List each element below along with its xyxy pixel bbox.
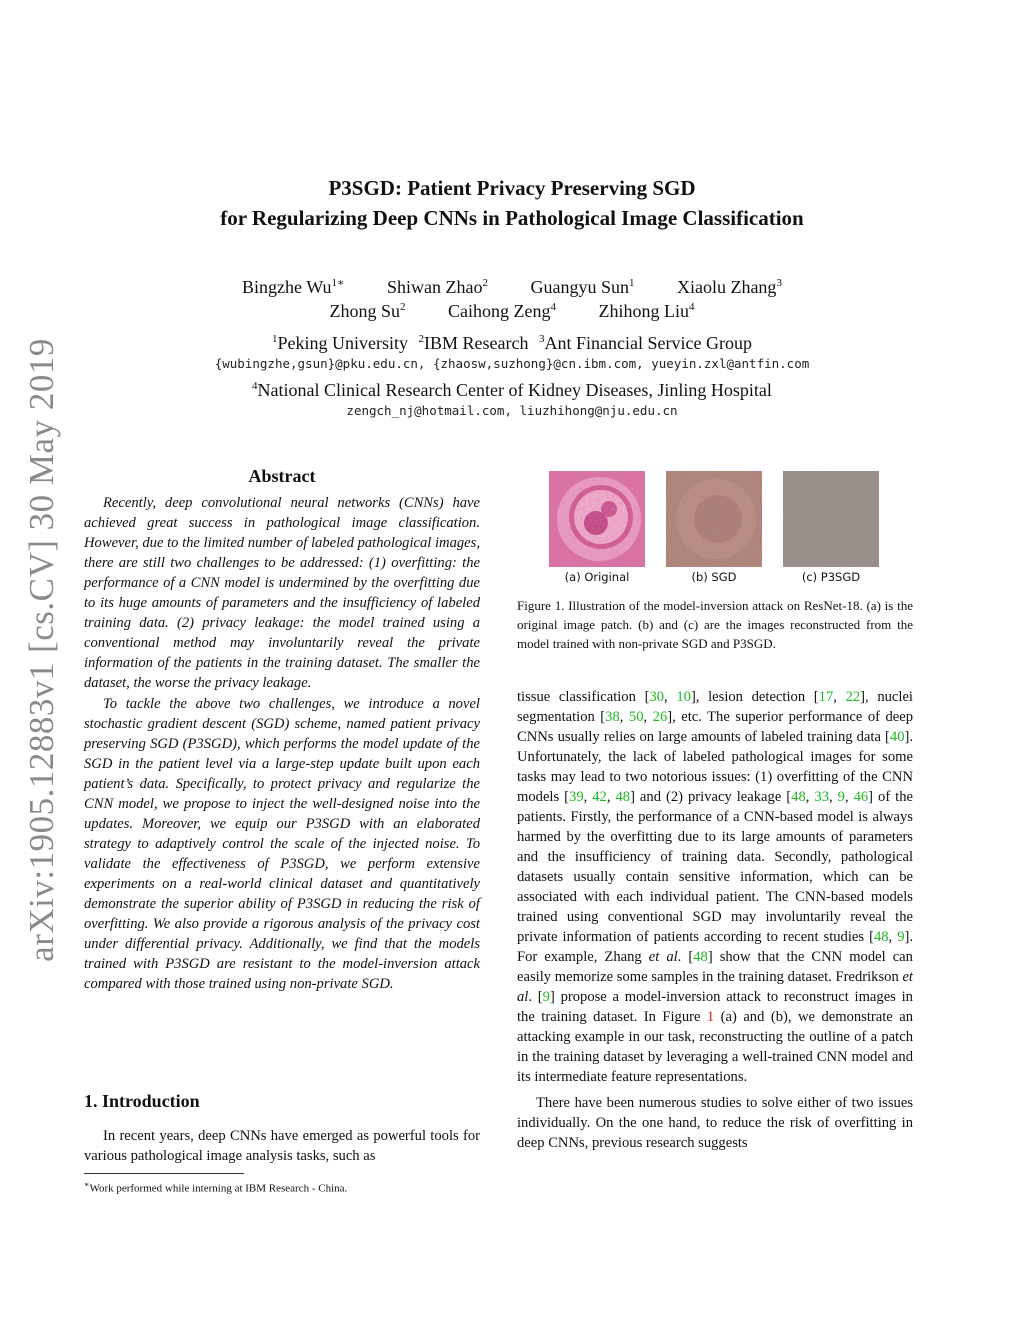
citation-link[interactable]: 38 xyxy=(605,709,620,725)
emphasis-text: et al xyxy=(648,949,678,965)
email-line-2: zengch_nj@hotmail.com, liuzhihong@nju.edu.cn xyxy=(346,403,678,418)
arxiv-identifier-text: arXiv:1905.12883v1 [cs.CV] 30 May 2019 xyxy=(22,338,61,962)
figure-label-b: (b) SGD xyxy=(691,570,737,584)
citation-link[interactable]: 48 xyxy=(873,929,889,945)
citation-link[interactable]: 9 xyxy=(897,929,905,945)
citation-link[interactable]: 48 xyxy=(615,789,631,805)
emphasis-text: et al xyxy=(517,969,913,1005)
figure-image-sgd xyxy=(666,471,762,567)
email-line-1: {wubingzhe,gsun}@pku.edu.cn, {zhaosw,suzhong}@cn.ibm.com, yueyin.zxl@antfin.com xyxy=(214,356,810,371)
citation-link[interactable]: 10 xyxy=(676,689,691,705)
figure-image-original xyxy=(549,471,645,567)
figure-label-a: (a) Original xyxy=(564,570,630,584)
citation-link[interactable]: 39 xyxy=(569,789,584,805)
affiliation: $^2$IBM Research xyxy=(418,333,529,353)
citation-link[interactable]: 9 xyxy=(837,789,845,805)
abstract-paragraph: Recently, deep convolutional neural networks (CNNs) have achieved great success in pathological image classification. However, due to the limited number of labeled pathological images, there are still two challenges to be addressed: (1) overfitting: the performance of a CNN model is undermined by the overfitting due to its huge amounts of parameters and the insufficiency of labeled training data. (2) privacy leakage: the model trained using a conventional method may involuntarily reveal the private information of the patients in the training dataset. The smaller the dataset, the worse the privacy leakage. xyxy=(84,495,480,691)
citation-link[interactable]: 9 xyxy=(542,989,550,1005)
affiliation: $^3$Ant Financial Service Group xyxy=(539,333,752,353)
citation-link[interactable]: 22 xyxy=(845,689,861,705)
abstract-body xyxy=(84,493,480,994)
body-paragraph: tissue classification [30, 10], lesion detection [17, 22], nuclei segmentation [38, 50, 26], etc. The superior performance of deep CNNs usually relies on large amounts of labeled training data [40]. Unfortunately, the lack of labeled pathological images for some tasks may lead to two notorious issues: (1) overfitting of the CNN models [39, 42, 48] and (2) privacy leakage [48, 33, 9, 46] of the patients. Firstly, the performance of a CNN-based model is always harmed by the overfitting due to its large amounts of parameters and the insufficiency of training data. Secondly, pathological datasets usually contain sensitive information, which can be associated with each individual patient. The CNN-based models trained using conventional SGD may involuntarily reveal the private information of patients according to recent studies [48, 9]. For example, Zhang et al. [48] show that the CNN model can easily memorize some samples in the training dataset. Fredrikson et al. [9] propose a model-inversion attack to reconstruct images in the training dataset. In Figure 1 (a) and (b), we demonstrate an attacking example in our task, reconstructing the outline of a patch in the training dataset by leveraging a well-trained CNN model and its intermediate feature representations. xyxy=(517,689,914,1085)
paper-title-line-1: P3SGD: Patient Privacy Preserving SGD xyxy=(328,176,696,200)
footnote-rule xyxy=(84,1173,244,1174)
affiliation: $^1$Peking University xyxy=(272,333,409,353)
intro-paragraph: In recent years, deep CNNs have emerged as powerful tools for various pathological image analysis tasks, such as xyxy=(84,1128,480,1164)
author: Shiwan Zhao$^2$ xyxy=(386,277,488,297)
figure-caption: Figure 1. Illustration of the model-inversion attack on ResNet-18. (a) is the original image patch. (b) and (c) are the images reconstructed from the model trained with non-private SGD and P3SGD. xyxy=(517,598,913,651)
paper-title-line-2: for Regularizing Deep CNNs in Pathological Image Classification xyxy=(220,206,804,230)
abstract-paragraph: To tackle the above two challenges, we introduce a novel stochastic gradient descent (SGD) scheme, named patient privacy preserving SGD (P3SGD), which performs the model update of the SGD in the patient level via a large-step update built upon each patient’s data. Specifically, to protect privacy and regularize the CNN model, we propose to inject the well-designed noise into the updates. Moreover, we equip our P3SGD with an elaborated strategy to adaptively control the scale of the injected noise. To validate the effectiveness of P3SGD, we perform extensive experiments on a real-world clinical dataset and quantitatively demonstrate the superior ability of P3SGD in reducing the risk of overfitting. We also provide a rigorous analysis of the privacy cost under differential privacy. Additionally, we find that the models trained with P3SGD are resistant to the model-inversion attack compared with those trained using non-private SGD. xyxy=(84,696,480,992)
author: Zhong Su$^2$ xyxy=(329,301,406,321)
figure-image-p3sgd xyxy=(783,471,879,567)
figure-reference-link[interactable]: 1 xyxy=(706,1009,715,1025)
author: Xiaolu Zhang$^3$ xyxy=(676,277,782,297)
affiliations-line xyxy=(0,327,1024,355)
citation-link[interactable]: 48 xyxy=(693,949,708,965)
author: Zhihong Liu$^4$ xyxy=(598,301,695,321)
figure-label-c: (c) P3SGD xyxy=(801,570,861,584)
author: Caihong Zeng$^4$ xyxy=(448,301,556,321)
introduction-body xyxy=(84,1126,480,1166)
citation-link[interactable]: 46 xyxy=(853,789,869,805)
abstract-heading: Abstract xyxy=(248,466,316,486)
footnote: ∗Work performed while interning at IBM Research - China. xyxy=(84,1180,348,1195)
citation-link[interactable]: 42 xyxy=(592,789,607,805)
citation-link[interactable]: 48 xyxy=(791,789,806,805)
section-heading-introduction: 1. Introduction xyxy=(84,1091,200,1111)
citation-link[interactable]: 50 xyxy=(628,709,644,725)
affiliation-line-2: $^4$National Clinical Research Center of Kidney Diseases, Jinling Hospital xyxy=(252,380,772,400)
author-row-2 xyxy=(0,295,1024,323)
citation-link[interactable]: 26 xyxy=(652,709,668,725)
body-paragraph: There have been numerous studies to solve either of two issues individually. On the one hand, to reduce the risk of overfitting in deep CNNs, previous research suggests xyxy=(517,1095,913,1151)
right-column-body xyxy=(517,687,913,1153)
citation-link[interactable]: 30 xyxy=(649,689,665,705)
citation-link[interactable]: 33 xyxy=(814,789,829,805)
citation-link[interactable]: 40 xyxy=(889,729,905,745)
citation-link[interactable]: 17 xyxy=(818,689,834,705)
author: Bingzhe $Wu^{1∗}$ xyxy=(242,277,345,297)
author: Guangyu Sun$^1$ xyxy=(530,277,635,297)
